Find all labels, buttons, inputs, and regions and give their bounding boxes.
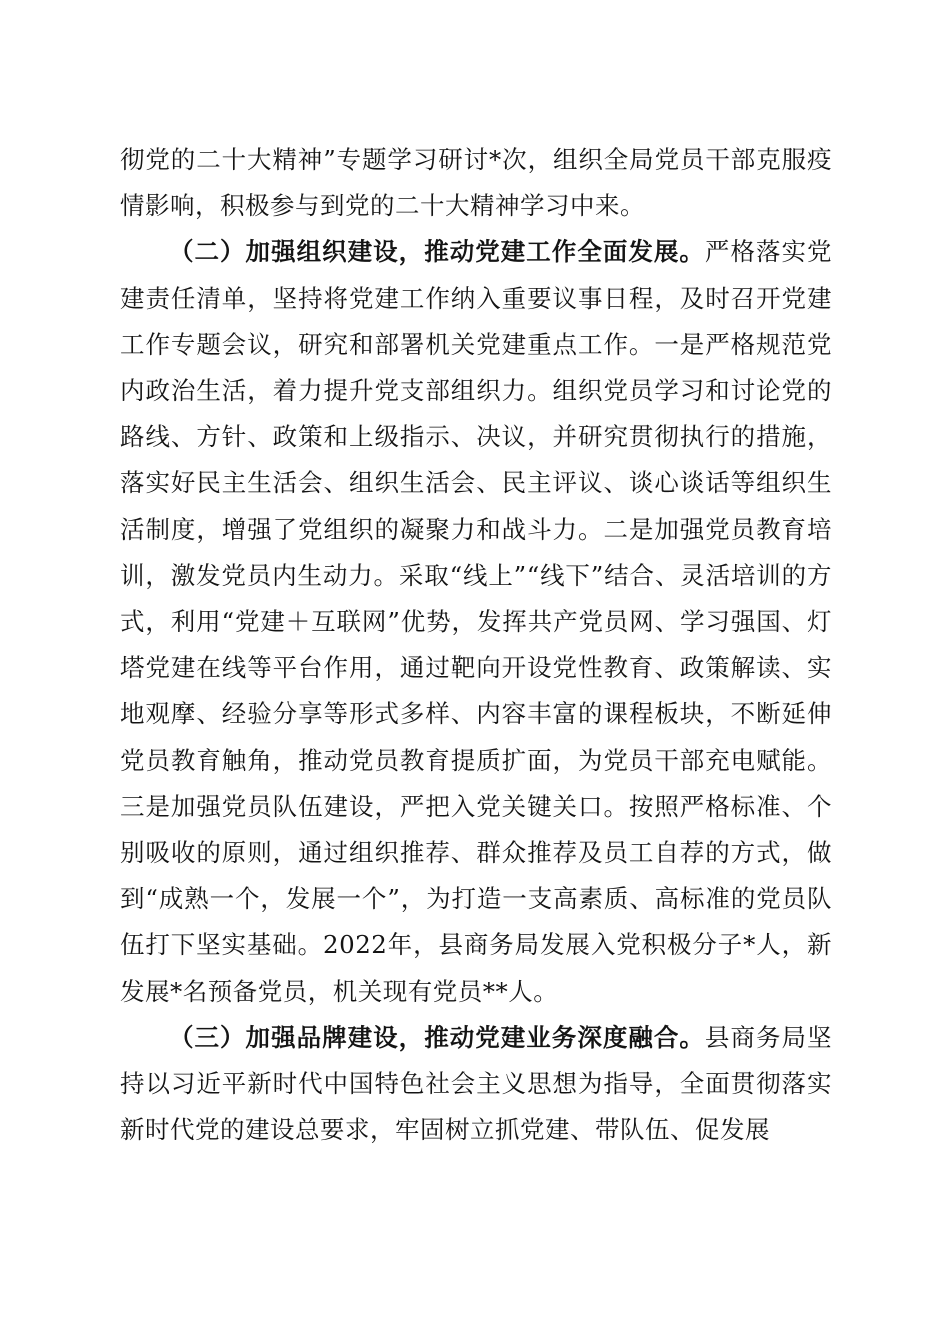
section-heading-3: （三）加强品牌建设，推动党建业务深度融合。: [169, 1022, 705, 1052]
paragraph-text: 严格落实党建责任清单，坚持将党建工作纳入重要议事日程，及时召开党建工作专题会议，研究和部署机关党建重点工作。一是严格规范党内政治生活，着力提升党支部组织力。组织党员学习和讨论党的路线、方针、政策和上级指示、决议，并研究贯彻执行的措施，落实好民主生活会、组织生活会、民主评议、谈心谈话等组织生活制度，增强了党组织的凝聚力和战斗力。二是加强党员教育培训，激发党员内生动力。采取“线上”“线下”结合、灵活培训的方式，利用“党建＋互联网”优势，发挥共产党员网、学习强国、灯塔党建在线等平台作用，通过靶向开设党性教育、政策解读、实地观摩、经验分享等形式多样、内容丰富的课程板块，不断延伸党员教育触角，推动党员教育提质扩面，为党员干部充电赋能。三是加强党员队伍建设，严把入党关键关口。按照严格标准、个别吸收的原则，通过组织推荐、群众推荐及员工自荐的方式，做到“成熟一个，发展一个”，为打造一支高素质、高标准的党员队伍打下坚实基础。2022年，县商务局发展入党积极分子*人，新发展*名预备党员，机关现有党员**人。: [120, 237, 833, 1006]
section-heading-2: （二）加强组织建设，推动党建工作全面发展。: [169, 237, 705, 267]
paragraph-brand-building: [120, 1015, 832, 1154]
paragraph-organization-building: [120, 229, 832, 1014]
paragraph-text: 彻党的二十大精神”专题学习研讨*次，组织全局党员干部克服疫情影响，积极参与到党的二十大精神学习中来。: [120, 145, 832, 221]
document-body: [120, 137, 832, 1153]
paragraph-text: 县商务局坚持以习近平新时代中国特色社会主义思想为指导，全面贯彻落实新时代党的建设总要求，牢固树立抓党建、带队伍、促发展: [120, 1022, 833, 1145]
paragraph-continuation: [120, 137, 832, 229]
